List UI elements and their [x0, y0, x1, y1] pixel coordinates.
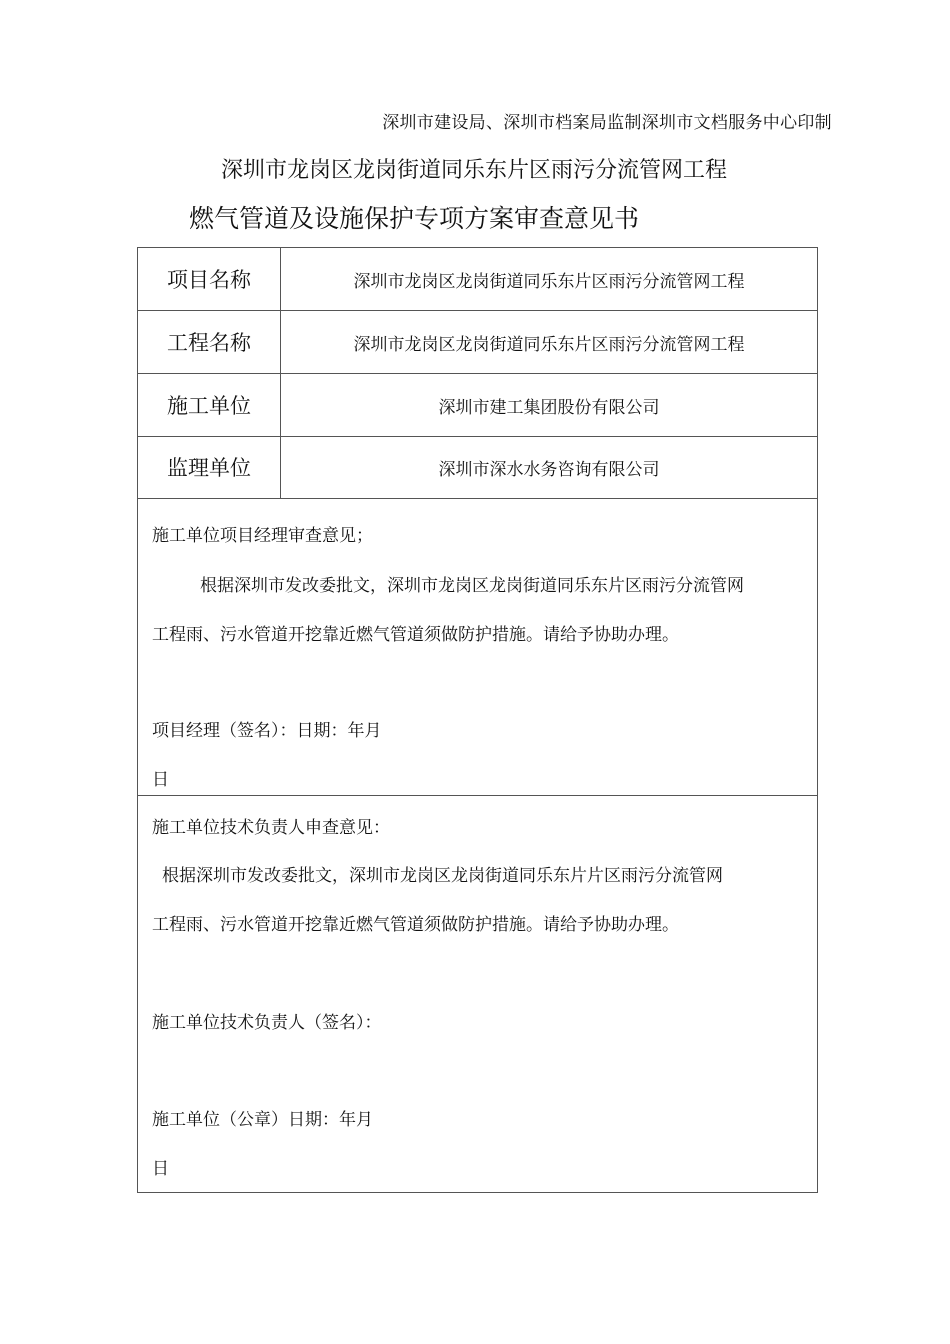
manager-date-day: 日 [152, 770, 169, 790]
tech-review-heading: 施工单位技术负责人申查意见： [152, 818, 390, 838]
row-supervision-unit [138, 436, 817, 499]
manager-signature-line: 项目经理（签名）：日期：年月 [152, 721, 382, 741]
manager-review-body-line2: 工程雨、污水管道开挖靠近燃气管道须做防护措施。请给予协助办理。 [152, 625, 679, 645]
manager-review-heading: 施工单位项目经理审查意见； [152, 526, 373, 546]
document-title: 燃气管道及设施保护专项方案审查意见书 [189, 204, 640, 233]
project-name-label: 项目名称 [138, 248, 281, 310]
issuer-line: 深圳市建设局、深圳市档案局监制深圳市文档服务中心印制 [382, 113, 832, 133]
row-project-name [138, 248, 817, 311]
tech-review-body-line2: 工程雨、污水管道开挖靠近燃气管道须做防护措施。请给予协助办理。 [152, 915, 679, 935]
supervision-unit-value: 深圳市深水水务咨询有限公司 [438, 459, 660, 480]
tech-signature-line: 施工单位技术负责人（签名）： [152, 1013, 382, 1033]
engineering-name-label: 工程名称 [138, 311, 281, 373]
tech-review-body-line1: 根据深圳市发改委批文，深圳市龙岗区龙岗街道同乐东片片区雨污分流管网 [162, 866, 723, 886]
construction-unit-label: 施工单位 [138, 374, 281, 436]
manager-review-body-line1: 根据深圳市发改委批文，深圳市龙岗区龙岗街道同乐东片区雨污分流管网 [200, 576, 744, 596]
manager-review-section [138, 499, 817, 796]
tech-review-section [138, 796, 817, 1192]
row-engineering-name [138, 311, 817, 374]
company-seal-date-line: 施工单位（公章）日期：年月 [152, 1110, 373, 1130]
construction-unit-value: 深圳市建工集团股份有限公司 [438, 397, 660, 418]
review-form-table [137, 247, 818, 1193]
project-name-value: 深圳市龙岗区龙岗街道同乐东片区雨污分流管网工程 [353, 271, 745, 292]
supervision-unit-label: 监理单位 [138, 436, 281, 498]
tech-date-day: 日 [152, 1159, 169, 1179]
row-construction-unit [138, 374, 817, 437]
project-title: 深圳市龙岗区龙岗街道同乐东片区雨污分流管网工程 [221, 158, 728, 183]
engineering-name-value: 深圳市龙岗区龙岗街道同乐东片区雨污分流管网工程 [353, 334, 745, 355]
